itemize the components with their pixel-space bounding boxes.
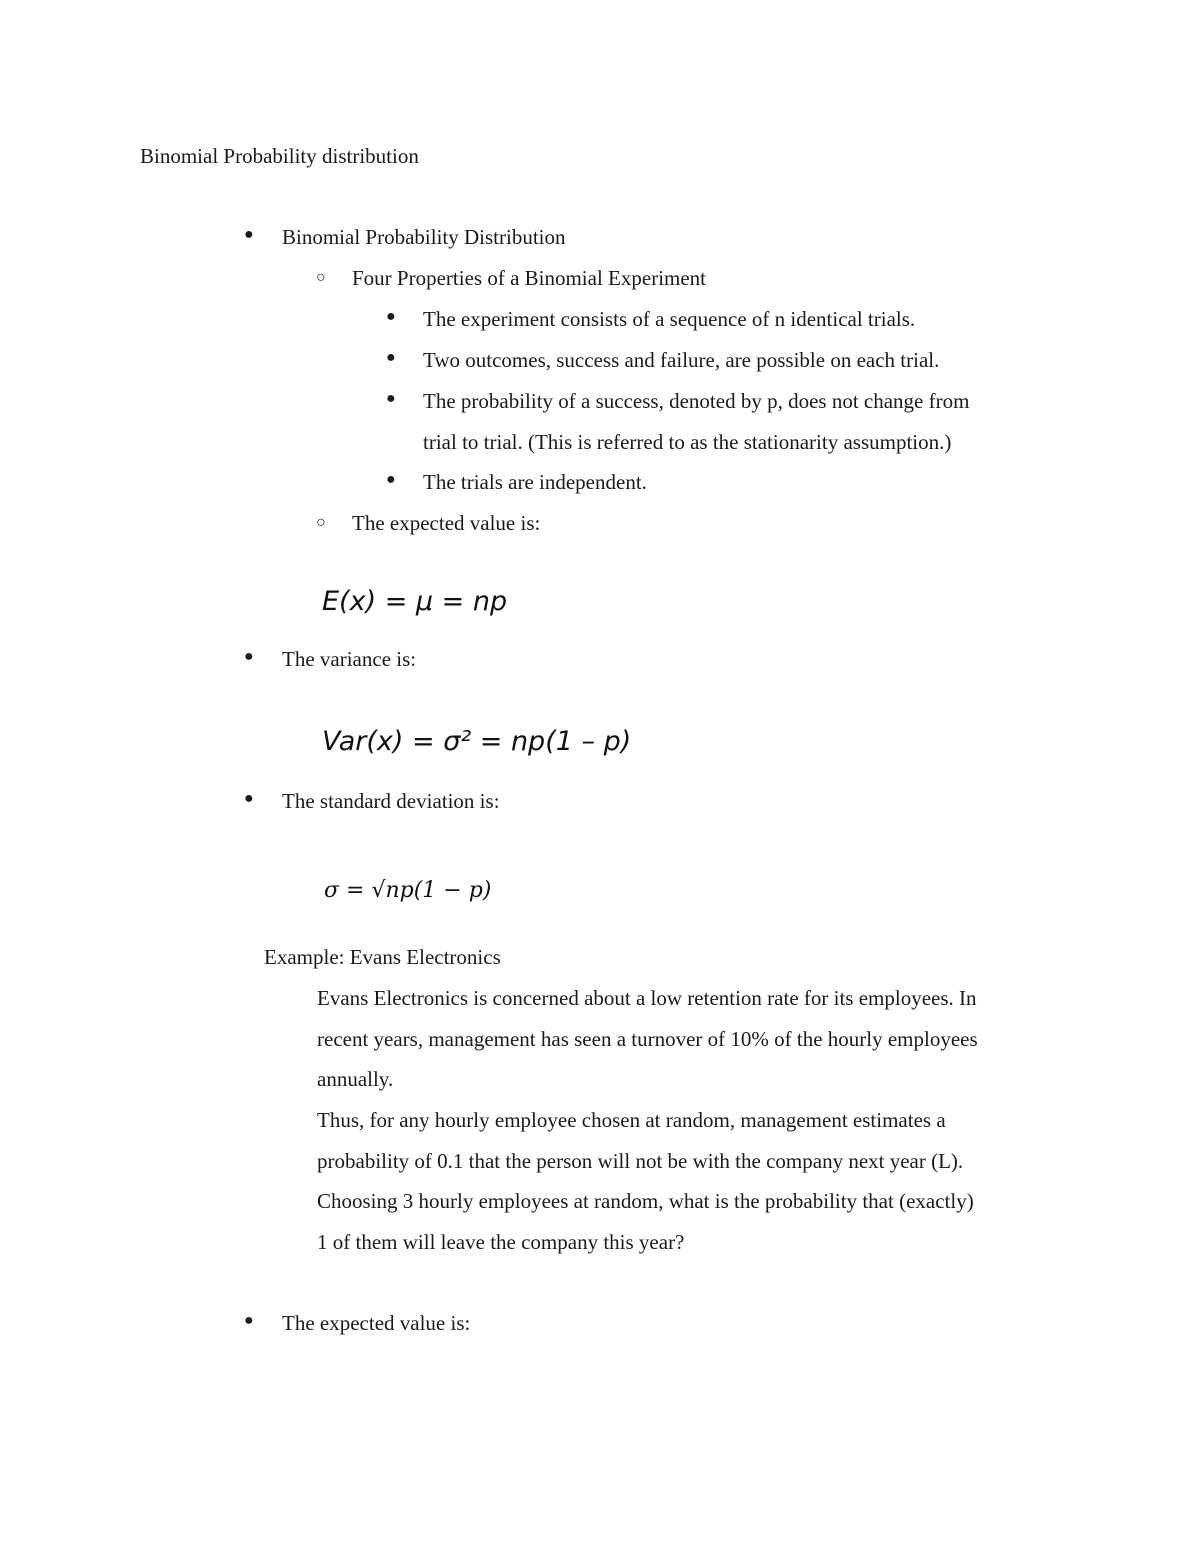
example-paragraph-line: 1 of them will leave the company this year? bbox=[317, 1230, 685, 1254]
bullet-icon: ● bbox=[386, 471, 396, 488]
circle-bullet-icon: ○ bbox=[316, 269, 326, 286]
bullet-icon: ● bbox=[244, 790, 254, 807]
expected-value-formula: E(x) = μ = np bbox=[322, 586, 508, 617]
property-item: Two outcomes, success and failure, are possible on each trial. bbox=[423, 348, 940, 372]
property-item: The trials are independent. bbox=[423, 470, 647, 494]
example-paragraph-line: probability of 0.1 that the person will not be with the company next year (L). bbox=[317, 1149, 964, 1173]
example-paragraph-line: Evans Electronics is concerned about a low retention rate for its employees. In bbox=[317, 986, 977, 1010]
example-paragraph-line: annually. bbox=[317, 1067, 394, 1091]
document-title: Binomial Probability distribution bbox=[140, 144, 419, 168]
property-item: The experiment consists of a sequence of n identical trials. bbox=[423, 307, 916, 331]
stddev-label: The standard deviation is: bbox=[282, 789, 500, 813]
stddev-formula: σ = √np(1 − p) bbox=[324, 878, 492, 903]
variance-formula: Var(x) = σ² = np(1 – p) bbox=[322, 726, 632, 757]
bullet-icon: ● bbox=[386, 349, 396, 366]
example-paragraph-line: Thus, for any hourly employee chosen at random, management estimates a bbox=[317, 1108, 946, 1132]
example-heading: Example: Evans Electronics bbox=[264, 945, 501, 969]
expected-value-label: The expected value is: bbox=[352, 511, 541, 535]
bullet-icon: ● bbox=[386, 390, 396, 407]
properties-heading: Four Properties of a Binomial Experiment bbox=[352, 266, 707, 290]
example-paragraph-line: Choosing 3 hourly employees at random, what is the probability that (exactly) bbox=[317, 1189, 974, 1213]
final-expected-value-label: The expected value is: bbox=[282, 1311, 471, 1335]
bullet-icon: ● bbox=[244, 1312, 254, 1329]
bullet-icon: ● bbox=[244, 226, 254, 243]
section-heading: Binomial Probability Distribution bbox=[282, 225, 566, 249]
bullet-icon: ● bbox=[386, 308, 396, 325]
bullet-icon: ● bbox=[244, 648, 254, 665]
property-item: The probability of a success, denoted by p, does not change from bbox=[423, 389, 970, 413]
variance-label: The variance is: bbox=[282, 647, 417, 671]
example-paragraph-line: recent years, management has seen a turnover of 10% of the hourly employees bbox=[317, 1027, 978, 1051]
property-item-continuation: trial to trial. (This is referred to as the stationarity assumption.) bbox=[423, 430, 952, 454]
circle-bullet-icon: ○ bbox=[316, 514, 326, 531]
